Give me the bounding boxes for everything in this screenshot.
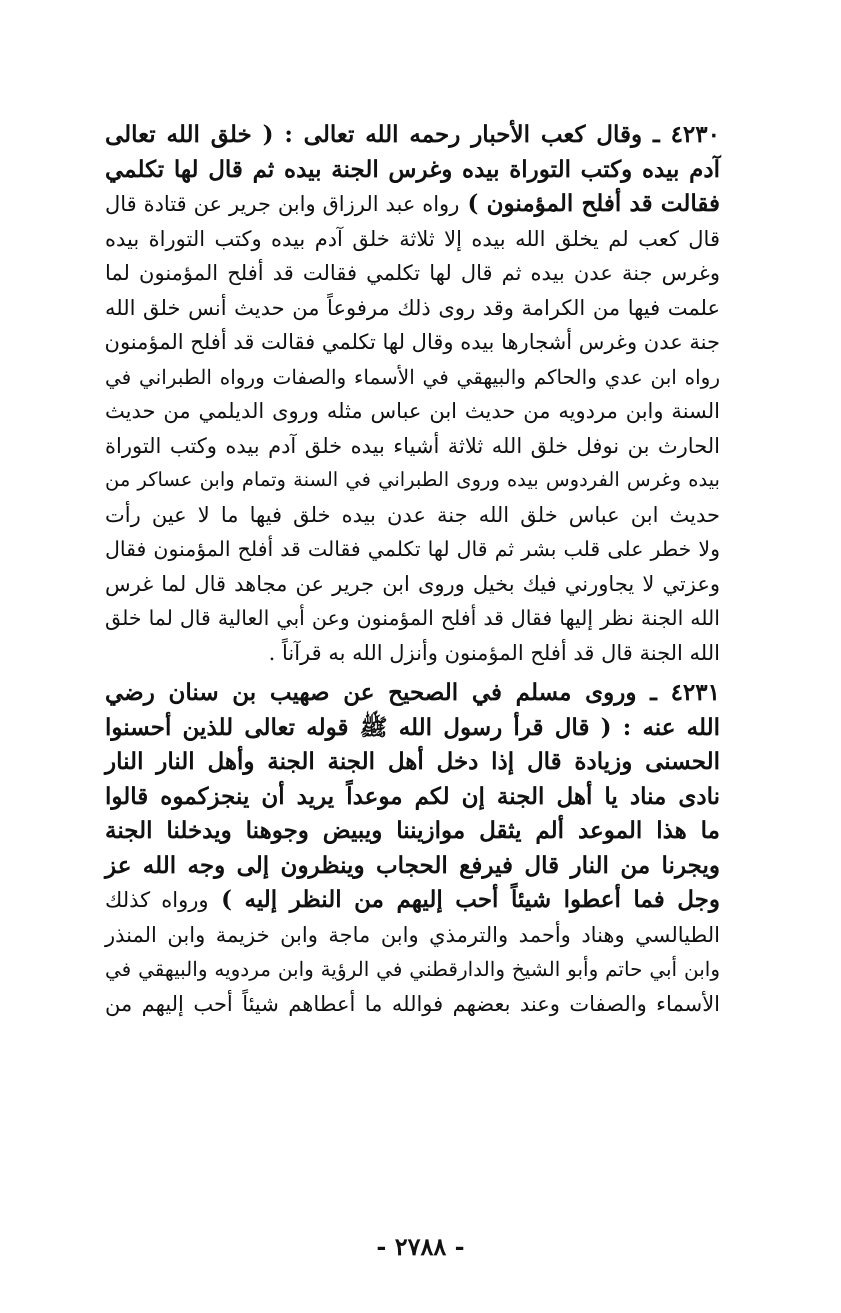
text-line (105, 256, 720, 291)
text-line (105, 394, 720, 429)
text-line (105, 711, 720, 746)
text-line (105, 325, 720, 360)
text-line (105, 636, 720, 671)
text-run: وجل فما أعطوا شيئاً أحب إليهم من النظر إليه ) (208, 886, 720, 913)
text-line (105, 918, 720, 953)
text-run: جنة عدن وغرس أشجارها بيده وقال لها تكلمي فقالت قد أفلح المؤمنون (104, 330, 720, 354)
text-run: الله الجنة قال قد أفلح المؤمنون وأنزل الله به قرآناً . (268, 640, 720, 665)
text-run: وعزتي لا يجاورني فيك بخيل وروى ابن جرير عن مجاهد قال لما غرس (105, 571, 720, 596)
text-run: ويجرنا من النار قال فيرفع الحجاب وينظرون إلى وجه الله عز (105, 851, 720, 879)
text-line (105, 849, 720, 884)
text-line (105, 118, 720, 153)
text-run: الله الجنة نظر إليها فقال قد أفلح المؤمنون وعن أبي العالية قال لما خلق (105, 606, 720, 630)
text-run: آدم بيده وكتب التوراة بيده وغرس الجنة بيده ثم قال لها تكلمي (105, 155, 720, 183)
text-run: فقالت قد أفلح المؤمنون ) (459, 190, 720, 217)
text-line (105, 153, 720, 188)
text-line (105, 952, 720, 987)
text-run: رواه ابن عدي والحاكم والبيهقي في الأسماء والصفات ورواه الطبراني في (105, 364, 720, 389)
text-run: رواه عبد الرزاق وابن جرير عن قتادة قال (105, 192, 460, 216)
text-run: وابن أبي حاتم وأبو الشيخ والدارقطني في الرؤية وابن مردويه والبيهقي في (105, 957, 720, 981)
text-run: ٤٢٣١ ـ وروى مسلم في الصحيح عن صهيب بن سنان رضي (105, 679, 720, 706)
page-body (105, 118, 720, 1021)
text-run: بيده وغرس الفردوس بيده وروى الطبراني في السنة وتمام وابن عساكر من (105, 468, 720, 491)
text-line (105, 567, 720, 602)
entry-4230 (105, 118, 720, 670)
text-run: ورواه كذلك (105, 888, 209, 912)
text-run: قال كعب لم يخلق الله بيده إلا ثلاثة خلق آدم بيده وكتب التوراة بيده (105, 226, 720, 251)
text-run: السنة وابن مردويه من حديث ابن عباس مثله وروى الديلمي من حديث (105, 399, 720, 423)
text-run: نادى مناد يا أهل الجنة إن لكم موعداً يريد أن ينجزكموه قالوا (105, 782, 720, 810)
text-run: ولا خطر على قلب بشر ثم قال لها تكلمي فقالت قد أفلح المؤمنون فقال (105, 537, 720, 561)
text-line (105, 814, 720, 849)
text-run: الحارث بن نوفل خلق الله ثلاثة أشياء بيده خلق آدم بيده وكتب التوراة (105, 433, 720, 458)
text-run: حديث ابن عباس خلق الله جنة عدن بيده خلق فيها ما لا عين رأت (105, 502, 720, 527)
text-run: الطيالسي وهناد وأحمد والترمذي وابن ماجة وابن خزيمة وابن المنذر (105, 922, 720, 947)
text-run: ما هذا الموعد ألم يثقل موازيننا ويبيض وجوهنا ويدخلنا الجنة (105, 817, 720, 844)
text-line (105, 532, 720, 567)
text-run: خلق الله تعالى (105, 121, 252, 148)
text-run: علمت فيها من الكرامة وقد روى ذلك مرفوعاً من حديث أنس خلق الله (105, 295, 720, 320)
page-number: - ٢٧٨٨ - (376, 1232, 465, 1261)
text-line (105, 222, 720, 257)
text-line (105, 676, 720, 711)
text-line (105, 601, 720, 636)
text-line (105, 987, 720, 1022)
text-run: وغرس جنة عدن بيده ثم قال لها تكلمي فقالت قد أفلح المؤمنون لما (105, 261, 720, 285)
text-line (105, 463, 720, 498)
text-line (105, 498, 720, 533)
text-line (105, 360, 720, 395)
text-line (105, 883, 720, 918)
entry-4231 (105, 676, 720, 1021)
text-run: الأسماء والصفات وعند بعضهم فوالله ما أعطاهم شيئاً أحب إليهم من (105, 991, 720, 1016)
text-line (105, 745, 720, 780)
text-run: الحسنى وزيادة قال إذا دخل أهل الجنة الجنة وأهل النار النار (105, 748, 720, 775)
text-line (105, 187, 720, 222)
text-run: ٤٢٣٠ ـ وقال كعب الأحبار رحمه الله تعالى : ( (251, 121, 720, 148)
text-line (105, 780, 720, 815)
text-line (105, 291, 720, 326)
text-run: الله عنه : ( قال قرأ رسول الله ﷺ قوله تعالى للذين أحسنوا (105, 713, 720, 741)
text-line (105, 429, 720, 464)
